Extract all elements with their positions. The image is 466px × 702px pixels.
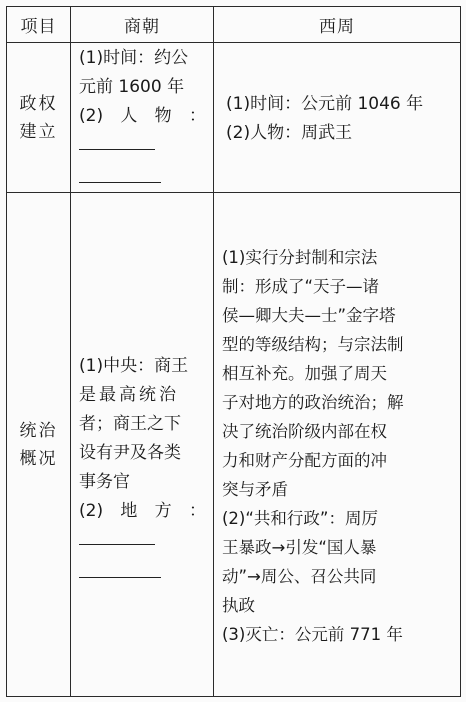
text-line: (1)实行分封制和宗法 xyxy=(222,247,378,267)
row-label-line: 概况 xyxy=(19,448,58,469)
text-line: 相互补充。加强了周天 xyxy=(222,363,387,383)
text-line: 制：形成了“天子—诸 xyxy=(222,276,380,296)
text-line: 力和财产分配方面的冲 xyxy=(222,450,387,470)
text-line: (1)时间：约公 xyxy=(79,48,189,68)
comparison-table xyxy=(6,6,461,697)
text-line: 型的等级结构；与宗法制 xyxy=(222,334,404,354)
fill-in-blank[interactable] xyxy=(79,526,155,545)
text-line: 元前 1600 年 xyxy=(79,77,185,97)
text-line: 突与矛盾 xyxy=(222,479,288,499)
row-label-line: 政权 xyxy=(19,93,58,114)
text-line-with-blank: (2)地方： xyxy=(79,497,206,555)
text-line: (1)时间：公元前 1046 年 xyxy=(226,93,424,114)
table-row-regime-establishment xyxy=(7,43,461,193)
row-label-governance xyxy=(7,193,71,697)
text-line: 决了统治阶级内部在权 xyxy=(222,421,387,441)
text-line: (1)中央：商王 xyxy=(79,355,189,376)
cell-shang-governance xyxy=(71,193,214,697)
cell-zhou-governance xyxy=(214,193,461,697)
header-item: 项目 xyxy=(7,7,71,43)
text-line: (3)灭亡：公元前 771 年 xyxy=(222,624,403,644)
fill-in-blank[interactable] xyxy=(79,555,161,578)
text-line: 事务官 xyxy=(79,471,130,492)
row-label-line: 统治 xyxy=(19,420,58,441)
text-line-with-blank: (2)人物： xyxy=(79,102,206,160)
text-line: 王暴政→引发“国人暴 xyxy=(222,537,377,557)
text-line: 者；商王之下 xyxy=(79,413,181,434)
table-header-row xyxy=(7,7,461,43)
text-line: 子对地方的政治统治；解 xyxy=(222,392,404,412)
text-line: 执政 xyxy=(222,595,255,615)
cell-shang-establishment xyxy=(71,43,214,193)
fill-in-blank[interactable] xyxy=(79,131,155,150)
row-label-line: 建立 xyxy=(19,121,58,142)
fill-in-blank[interactable] xyxy=(79,160,161,183)
text-line: 是最高统治 xyxy=(79,384,179,405)
text-line: (2)人物：周武王 xyxy=(226,122,353,143)
text-line: (2)“共和行政”：周厉 xyxy=(222,508,378,528)
cell-zhou-establishment xyxy=(214,43,461,193)
text-line: 动”→周公、召公共同 xyxy=(222,566,377,586)
row-label-establishment xyxy=(7,43,71,193)
header-shang: 商朝 xyxy=(71,7,214,43)
table-row-governance-overview xyxy=(7,193,461,697)
text-line: 侯—卿大夫—士”金字塔 xyxy=(222,305,396,325)
header-zhou: 西周 xyxy=(214,7,461,43)
text-line: 设有尹及各类 xyxy=(79,442,181,463)
blank-continuation-line xyxy=(79,160,206,183)
blank-continuation-line xyxy=(79,555,206,578)
